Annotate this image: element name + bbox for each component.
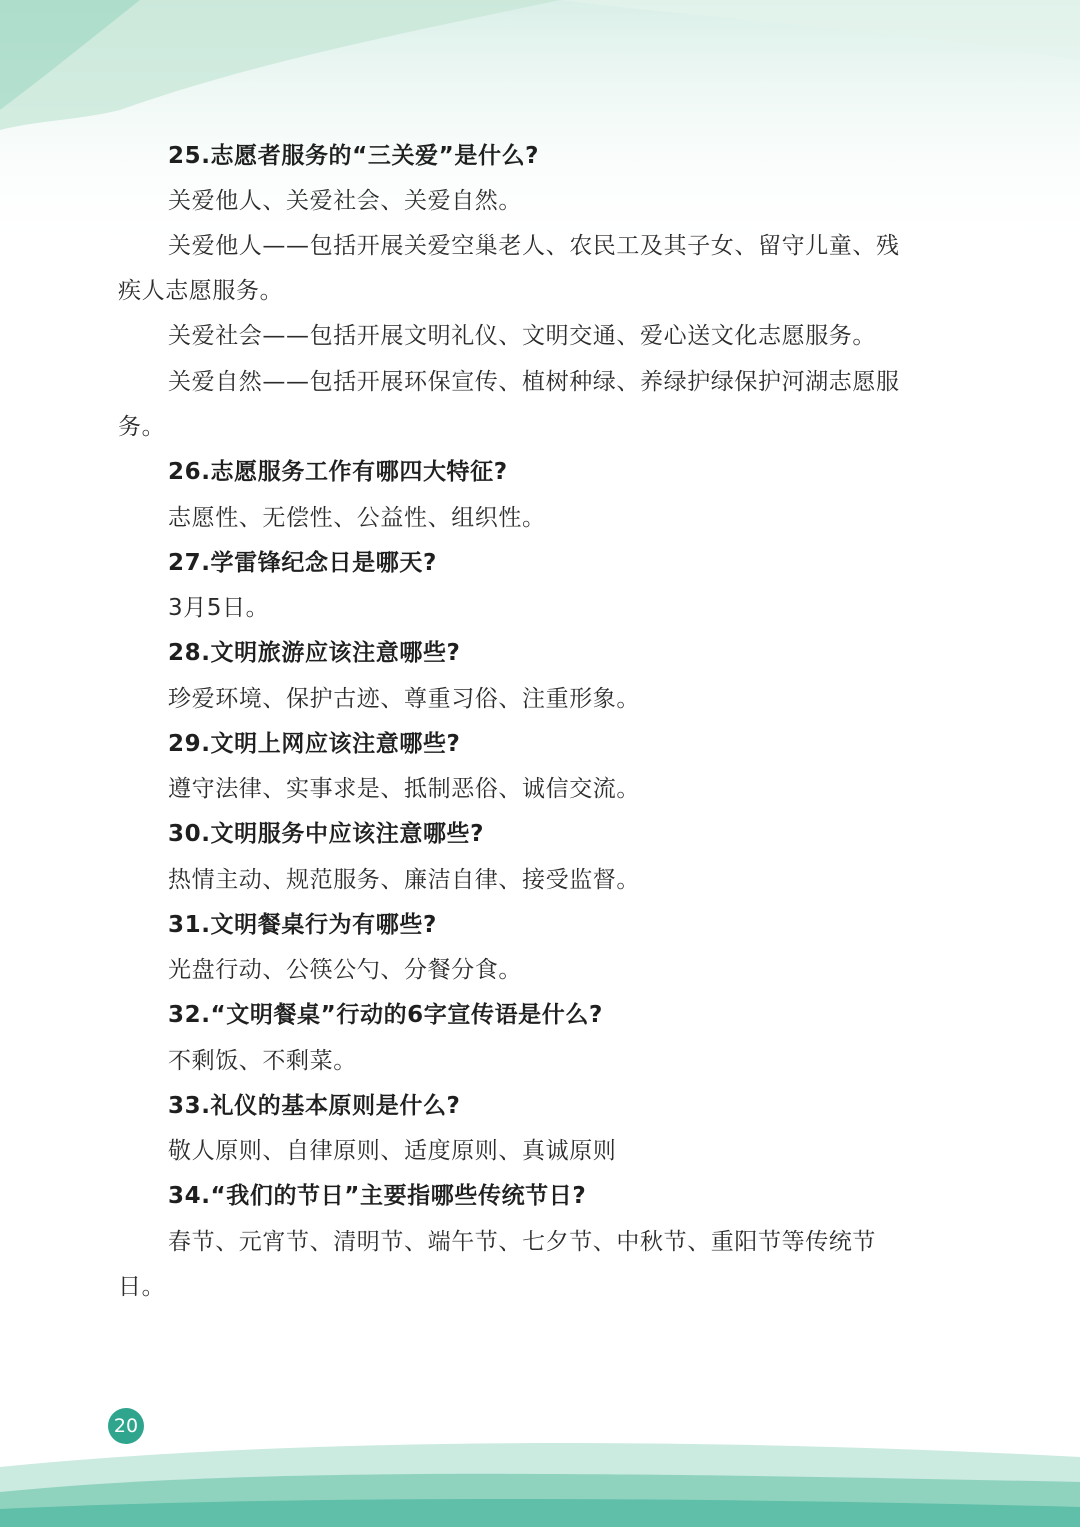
answer-25-detail-1: 关爱他人——包括开展关爱空巢老人、农民工及其子女、留守儿童、残 — [168, 233, 900, 259]
footer-wave-decoration — [0, 1437, 1080, 1527]
page-number-badge: 20 — [108, 1408, 144, 1444]
answer-33: 敬人原则、自律原则、适度原则、真诚原则 — [168, 1138, 617, 1164]
answer-31: 光盘行动、公筷公勺、分餐分食。 — [168, 957, 522, 983]
answer-28: 珍爱环境、保护古迹、尊重习俗、注重形象。 — [168, 686, 640, 712]
question-33: 33.礼仪的基本原则是什么? — [168, 1093, 461, 1119]
answer-25-detail-3: 关爱自然——包括开展环保宣传、植树种绿、养绿护绿保护河湖志愿服 — [168, 369, 900, 395]
question-25: 25.志愿者服务的“三关爱”是什么? — [168, 143, 540, 169]
answer-30: 热情主动、规范服务、廉洁自律、接受监督。 — [168, 867, 640, 893]
question-31: 31.文明餐桌行为有哪些? — [168, 912, 437, 938]
question-29: 29.文明上网应该注意哪些? — [168, 731, 461, 757]
answer-25: 关爱他人、关爱社会、关爱自然。 — [168, 188, 522, 214]
answer-29: 遵守法律、实事求是、抵制恶俗、诚信交流。 — [168, 776, 640, 802]
header-wave-decoration — [0, 0, 1080, 260]
answer-25-detail-3-cont: 务。 — [118, 414, 166, 440]
answer-34: 春节、元宵节、清明节、端午节、七夕节、中秋节、重阳节等传统节 — [168, 1229, 876, 1255]
answer-26: 志愿性、无偿性、公益性、组织性。 — [168, 505, 546, 531]
question-32: 32.“文明餐桌”行动的6字宣传语是什么? — [168, 1002, 603, 1028]
answer-32: 不剩饭、不剩菜。 — [168, 1048, 357, 1074]
question-28: 28.文明旅游应该注意哪些? — [168, 640, 461, 666]
answer-27: 3月5日。 — [168, 595, 270, 621]
answer-25-detail-2: 关爱社会——包括开展文明礼仪、文明交通、爱心送文化志愿服务。 — [168, 323, 876, 349]
question-34: 34.“我们的节日”主要指哪些传统节日? — [168, 1183, 587, 1209]
answer-25-detail-1-cont: 疾人志愿服务。 — [118, 278, 284, 304]
answer-34-cont: 日。 — [118, 1274, 166, 1300]
question-26: 26.志愿服务工作有哪四大特征? — [168, 459, 508, 485]
question-27: 27.学雷锋纪念日是哪天? — [168, 550, 437, 576]
question-30: 30.文明服务中应该注意哪些? — [168, 821, 485, 847]
